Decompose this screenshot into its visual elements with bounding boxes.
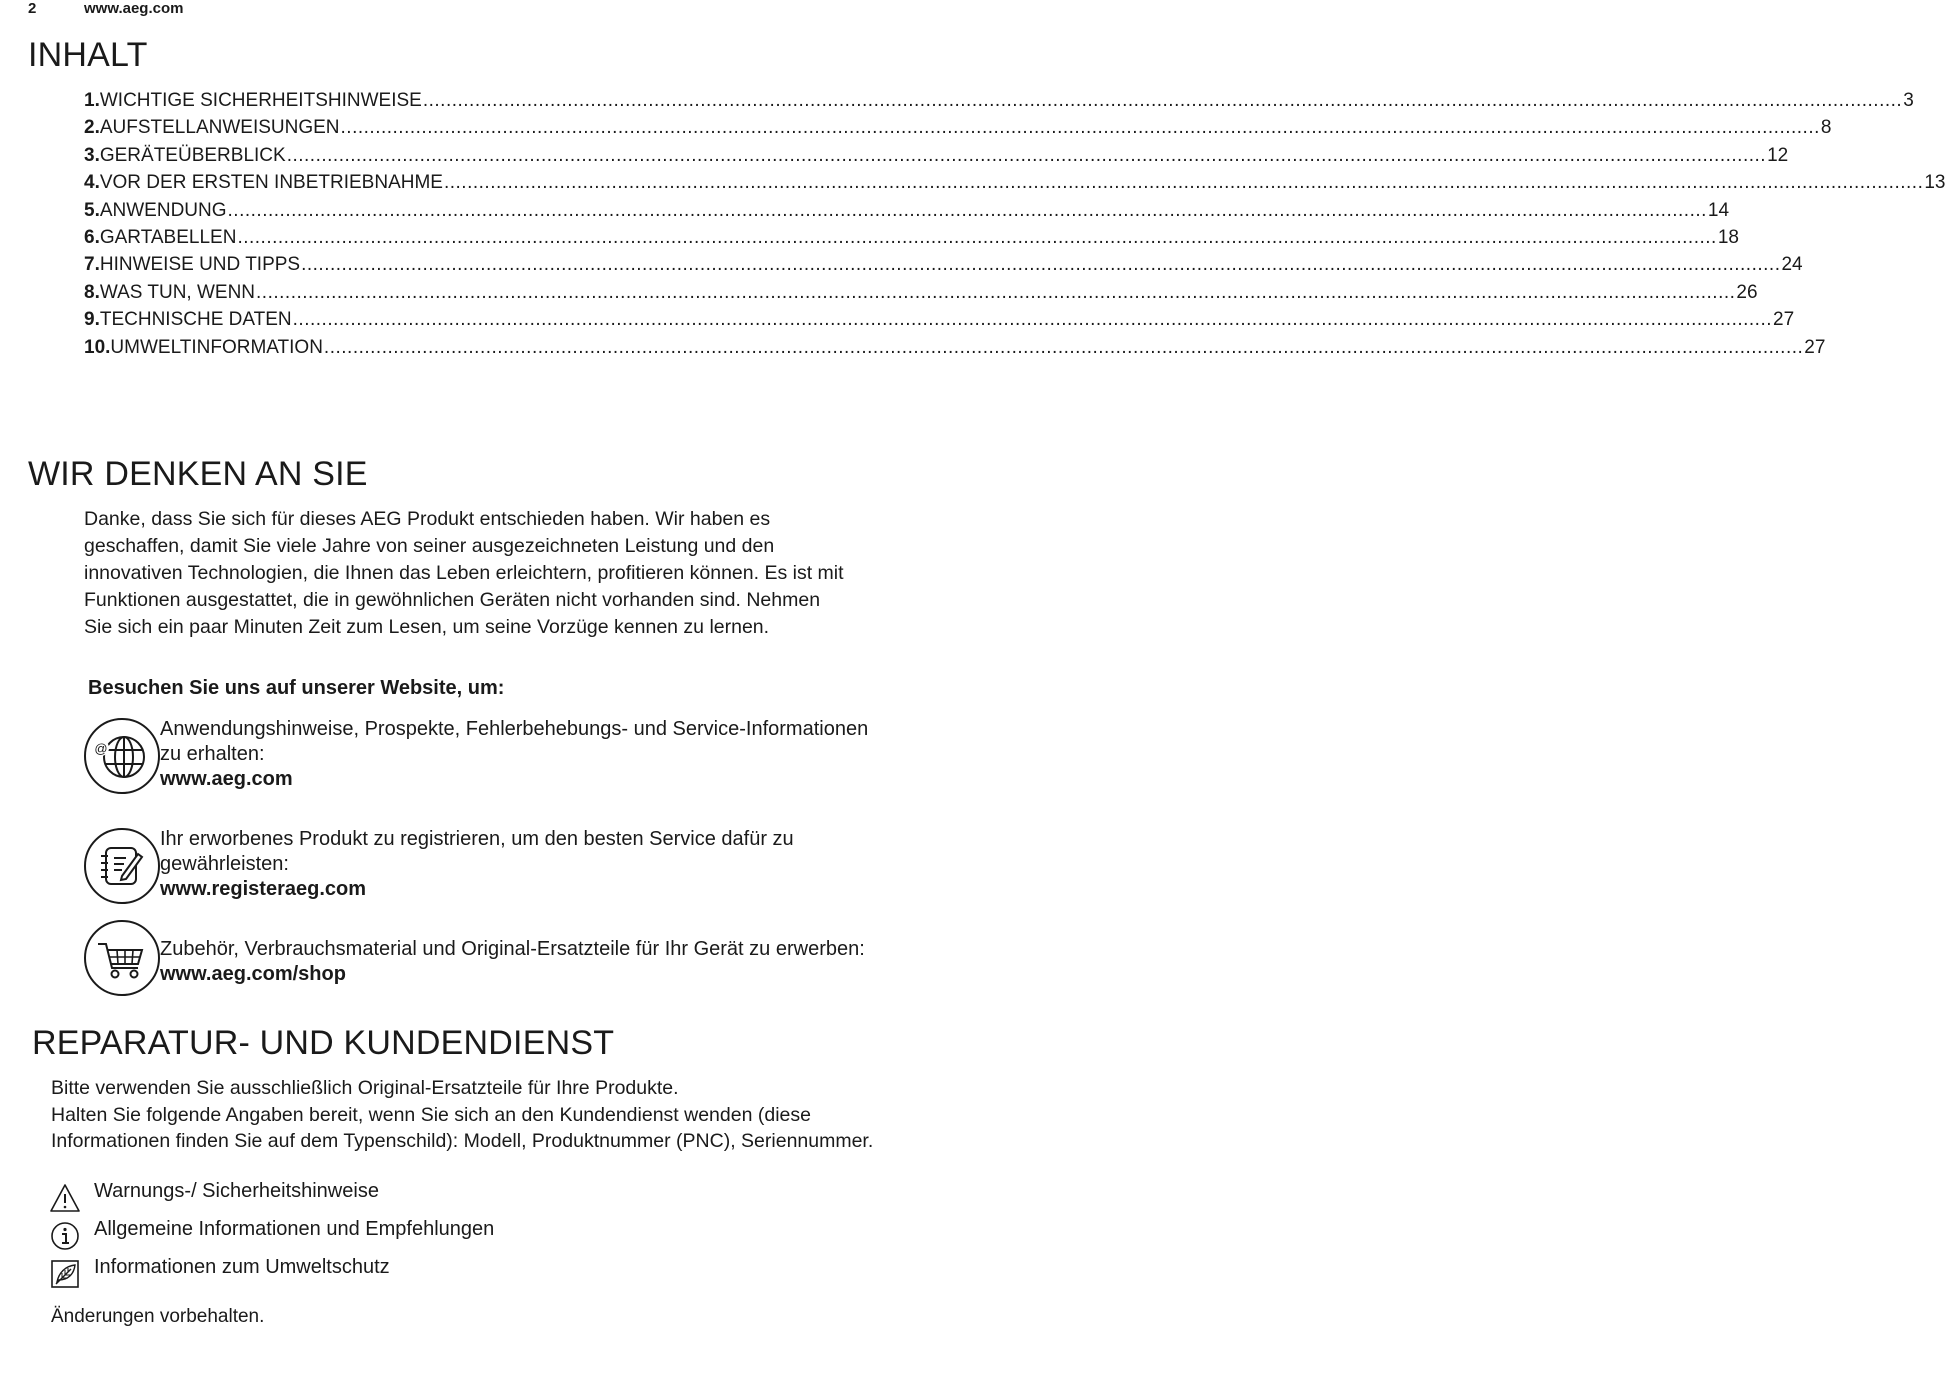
toc-leader-dots: ................................................................................................................................................................................................................................................................ [227,199,1707,221]
toc-item-title: ANWENDUNG [99,199,227,221]
website-item-text: Ihr erworbenes Produkt zu registrieren, um den besten Service dafür zu [160,828,794,850]
toc-item-title: HINWEISE UND TIPPS [99,254,301,276]
toc-item[interactable] [84,144,1789,172]
toc-item-title: AUFSTELLANWEISUNGEN [99,117,340,139]
website-item-text: Anwendungshinweise, Prospekte, Fehlerbehebungs- und Service-Informationen [160,718,869,740]
toc-item[interactable] [84,117,1832,144]
toc-item-number: 5. [84,199,100,221]
svg-text:@: @ [94,741,108,756]
page-number: 2 [28,0,37,17]
toc-leader-dots: ................................................................................................................................................................................................................................................................ [301,254,1781,276]
shopping-cart-icon [84,920,160,996]
warning-icon [49,1182,81,1214]
toc-leader-dots: ................................................................................................................................................................................................................................................................ [237,226,1717,248]
toc-item-number: 7. [84,254,100,276]
toc-item-page: 8 [1820,117,1832,139]
service-line: Halten Sie folgende Angaben bereit, wenn Sie sich an den Kundendienst wenden (diese [51,1103,811,1126]
intro-line: innovativen Technologien, die Ihnen das Leben erleichtern, profitieren können. Es ist mit [84,562,844,584]
toc-item-page: 27 [1804,336,1826,358]
footer-note: Änderungen vorbehalten. [51,1306,265,1327]
toc-leader-dots: ................................................................................................................................................................................................................................................................ [323,336,1804,358]
toc-leader-dots: ................................................................................................................................................................................................................................................................ [443,172,1924,194]
toc-item[interactable] [84,199,1730,227]
toc-item-number: 6. [84,226,100,248]
toc-item-number: 4. [84,172,100,194]
toc-title: INHALT [28,36,148,74]
toc-item-number: 3. [84,144,100,166]
symbol-label: Informationen zum Umweltschutz [94,1256,390,1278]
toc-item[interactable] [84,281,1758,309]
website-heading: Besuchen Sie uns auf unserer Website, um: [88,677,505,699]
website-link[interactable]: www.registeraeg.com [160,878,366,900]
toc-leader-dots: ................................................................................................................................................................................................................................................................ [292,309,1773,331]
toc-item[interactable] [84,254,1803,281]
toc-item-page: 14 [1707,199,1730,221]
symbol-label: Allgemeine Informationen und Empfehlungen [94,1218,495,1240]
toc-leader-dots: ................................................................................................................................................................................................................................................................ [340,117,1820,139]
intro-title: WIR DENKEN AN SIE [28,455,368,493]
toc-leader-dots: ................................................................................................................................................................................................................................................................ [422,90,1903,111]
toc-item-title: WAS TUN, WENN [99,281,256,303]
website-item-text: Zubehör, Verbrauchsmaterial und Original-Ersatzteile für Ihr Gerät zu erwerben: [160,938,865,960]
website-item [160,937,950,987]
website-item [160,717,950,792]
intro-line: Danke, dass Sie sich für dieses AEG Produkt entschieden haben. Wir haben es [84,508,771,530]
service-line: Informationen finden Sie auf dem Typenschild): Modell, Produktnummer (PNC), Seriennummer. [51,1130,874,1152]
toc-item-title: GARTABELLEN [99,226,237,248]
intro-line: Funktionen ausgestattet, die in gewöhnlichen Geräten nicht vorhanden sind. Nehmen [84,589,821,611]
toc-item-number: 2. [84,117,100,139]
website-item [160,827,950,902]
toc-item-page: 18 [1717,226,1739,248]
toc-item[interactable] [84,226,1739,254]
toc-item-page: 26 [1736,281,1758,303]
toc-item-number: 8. [84,281,100,303]
toc-item-title: WICHTIGE SICHERHEITSHINWEISE [99,90,422,111]
website-link[interactable]: www.aeg.com [160,768,293,790]
symbol-label: Warnungs-/ Sicherheitshinweise [94,1180,379,1202]
toc-item[interactable] [84,90,1914,117]
toc-item-page: 12 [1767,144,1789,166]
toc-item-number: 10. [84,336,111,358]
toc-item-title: VOR DER ERSTEN INBETRIEBNAHME [99,172,443,194]
toc-item-title: UMWELTINFORMATION [110,336,323,358]
globe-icon [84,718,160,794]
toc-item-page: 24 [1781,254,1803,276]
header-url[interactable]: www.aeg.com [84,0,184,17]
toc-item-page: 3 [1903,90,1914,111]
toc-item[interactable] [84,172,1945,199]
toc-leader-dots: ................................................................................................................................................................................................................................................................ [286,144,1767,166]
intro-line: geschaffen, damit Sie viele Jahre von seiner ausgezeichneten Leistung und den [84,535,775,557]
website-item-text: zu erhalten: [160,743,265,765]
toc-item-page: 13 [1924,172,1945,194]
toc-item-number: 1. [84,90,100,111]
toc-item-title: TECHNISCHE DATEN [99,309,292,331]
intro-paragraph [84,506,950,641]
service-title: REPARATUR- UND KUNDENDIENST [32,1024,615,1062]
toc-item-page: 27 [1773,309,1795,331]
service-line: Bitte verwenden Sie ausschließlich Original-Ersatzteile für Ihre Produkte. [51,1077,679,1099]
toc-leader-dots: ................................................................................................................................................................................................................................................................ [256,281,1736,303]
table-of-contents [84,90,1945,364]
website-link[interactable]: www.aeg.com/shop [160,963,346,985]
register-icon [84,828,160,904]
intro-line: Sie sich ein paar Minuten Zeit zum Lesen, um seine Vorzüge kennen zu lernen. [84,616,770,638]
leaf-icon [49,1258,81,1290]
toc-item[interactable] [84,309,1795,336]
toc-item[interactable] [84,336,1826,364]
info-icon [49,1220,81,1252]
toc-item-number: 9. [84,309,100,331]
website-item-text: gewährleisten: [160,853,289,875]
toc-item-title: GERÄTEÜBERBLICK [99,144,286,166]
service-paragraph [51,1075,950,1155]
